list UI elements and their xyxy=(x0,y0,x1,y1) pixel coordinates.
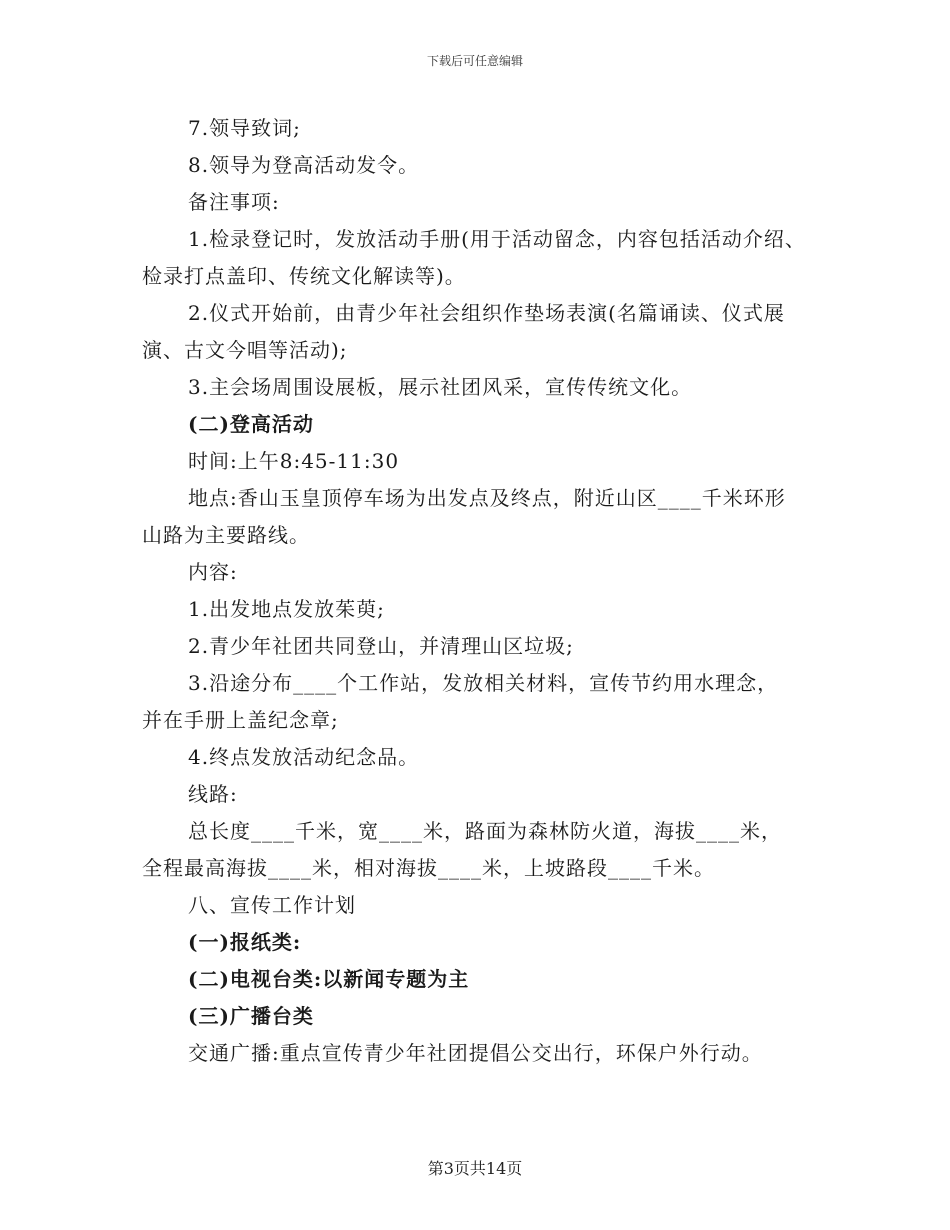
text-line: 时间:上午8:45-11:30 xyxy=(188,449,400,473)
text-line: (二)电视台类:以新闻专题为主 xyxy=(188,967,470,991)
text-line: 演、古文今唱等活动); xyxy=(142,338,348,362)
page-header: 下载后可任意编辑 xyxy=(426,54,523,68)
text-line: 地点:香山玉皇顶停车场为出发点及终点，附近山区____千米环形 xyxy=(188,486,786,510)
text-line: 山路为主要路线。 xyxy=(142,523,310,547)
text-line: 3.主会场周围设展板，展示社团风采，宣传传统文化。 xyxy=(188,375,693,399)
document-body xyxy=(142,110,822,1072)
text-line: 3.沿途分布____个工作站，发放相关材料，宣传节约用水理念， xyxy=(188,671,779,695)
text-line: (二)登高活动 xyxy=(188,412,314,436)
text-line: 4.终点发放活动纪念品。 xyxy=(188,745,420,769)
text-line: 1.出发地点发放茱萸; xyxy=(188,597,385,621)
text-line: 交通广播:重点宣传青少年社团提倡公交出行，环保户外行动。 xyxy=(188,1041,763,1065)
text-line: (一)报纸类: xyxy=(188,930,302,954)
text-line: 总长度____千米，宽____米，路面为森林防火道，海拔____米， xyxy=(188,819,782,843)
page-footer: 第3页共14页 xyxy=(427,1159,523,1178)
text-line: 内容: xyxy=(188,560,238,584)
text-line: 7.领导致词; xyxy=(188,116,301,140)
text-line: 并在手册上盖纪念章; xyxy=(142,708,339,732)
text-line: 八、宣传工作计划 xyxy=(188,893,356,917)
text-line: 1.检录登记时，发放活动手册(用于活动留念，内容包括活动介绍、 xyxy=(188,227,806,251)
text-line: 备注事项: xyxy=(188,190,280,214)
text-line: 8.领导为登高活动发令。 xyxy=(188,153,420,177)
text-line: (三)广播台类 xyxy=(188,1004,314,1028)
text-line: 2.青少年社团共同登山，并清理山区垃圾; xyxy=(188,634,574,658)
text-line: 2.仪式开始前，由青少年社会组织作垫场表演(名篇诵读、仪式展 xyxy=(188,301,785,325)
text-line: 检录打点盖印、传统文化解读等)。 xyxy=(142,264,466,288)
text-line: 全程最高海拔____米，相对海拔____米，上坡路段____千米。 xyxy=(142,856,715,880)
text-line: 线路: xyxy=(188,782,238,806)
